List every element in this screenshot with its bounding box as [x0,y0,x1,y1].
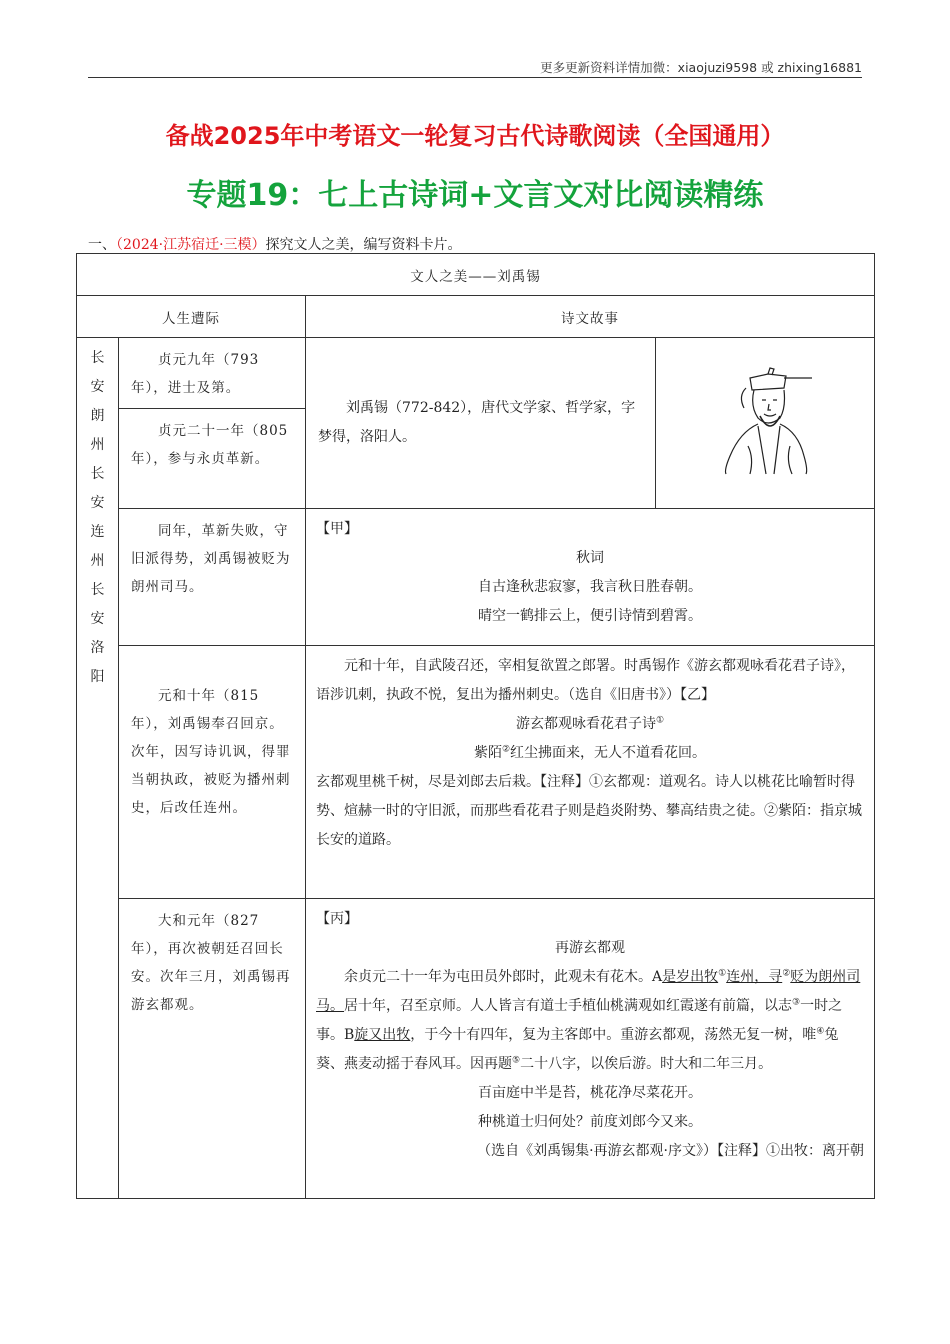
bing-note: （选自《刘禹锡集·再游玄都观·序文》）【注释】①出牧：离开朝 [477,1143,864,1159]
life-event: 贞元九年（793年），进士及第。 [119,338,306,409]
bing-text: 居十年，召至京师。人人皆言有道士手植仙桃满观如红霞遂有前篇，以志 [344,998,792,1014]
question-line [88,234,462,254]
life-event: 贞元二十一年（805年），参与永贞革新。 [119,409,306,509]
portrait-cell [656,338,875,509]
yi-note: 【注释】①玄都观：道观名。诗人以桃花比喻暂时得势、煊赫一时的守旧派，而那些看花君子则是趋炎附势、攀高结贵之徒。②紫陌：指京城长安的道路。 [316,774,862,848]
underlined-sentence-a: 是岁出牧 [662,969,719,985]
places-column [77,338,119,1199]
header-note: 更多更新资料详情加微：xiaojuzi9598 或 zhixing16881 [540,60,862,75]
place-char: 阳 [90,669,105,685]
bing-poem-line: 种桃道士归何处？前度刘郎今又来。 [478,1114,702,1130]
yi-poem-text: 玄都观里桃千树，尽是刘郎去后栽。 [316,774,540,790]
page-subtitle: 专题19：七上古诗词+文言文对比阅读精练 [186,178,764,213]
life-event: 大和元年（827年），再次被朝廷召回长安。次年三月，刘禹锡再游玄都观。 [119,899,306,1199]
underlined-sentence-b: 旋又出牧 [354,1027,411,1043]
question-source: （2024·江苏宿迁·三模） [116,237,266,253]
bing-text: 余贞元二十一年为屯田员外郎时，此观未有花木。 [344,969,652,985]
yi-poem-text: 紫陌 [473,745,502,761]
jia-line: 晴空一鹤排云上，便引诗情到碧霄。 [478,608,702,624]
yi-title-text: 游玄都观咏看花君子诗 [515,716,656,732]
bing-text: 兔葵、燕麦动摇于春风耳。因再题 [316,1027,839,1072]
question-prompt: 探究文人之美，编写资料卡片。 [265,237,462,253]
underlined-sentence-a: 连州，寻 [726,969,783,985]
info-card-table [76,253,875,1199]
yi-title [316,710,864,739]
place-char: 安 [90,379,105,395]
life-event: 同年，革新失败，守旧派得势，刘禹锡被贬为朗州司马。 [119,509,306,646]
yi-poem-text: 红尘拂面来，无人不道看花回。 [510,745,707,761]
bing-title: 再游玄都观 [555,940,625,956]
life-event: 元和十年（815年），刘禹锡奉召回京。次年，因写诗讥讽，得罪当朝执政，被贬为播州刺史，后改任连州。 [119,646,306,899]
bing-poem-line: 百亩庭中半是苔，桃花净尽菜花开。 [478,1085,702,1101]
header-divider [88,77,862,78]
place-char: 长 [90,350,105,366]
footnote-mark: ① [718,968,727,979]
bing-text: 二十八字，以俟后游。时大和二年三月。 [520,1056,773,1072]
bing-text: ，于今十有四年，复为主客郎中。重游玄都观，荡然无复一树，唯 [410,1027,817,1043]
footnote-mark: ⑤ [512,1055,521,1066]
footnote-mark: ③ [792,997,801,1008]
col-header-story: 诗文故事 [306,296,875,338]
scholar-portrait-icon [710,366,820,476]
place-char: 安 [90,611,105,627]
col-header-life: 人生遭际 [77,296,306,338]
place-char: 长 [90,466,105,482]
footnote-mark: ④ [816,1026,825,1037]
bing-text: 一时之事。 [316,998,843,1043]
place-char: 洛 [90,640,105,656]
poem-bing [306,899,875,1199]
poem-jia [306,509,875,646]
underlined-sentence-a: 贬为朗州司马。 [316,969,861,1014]
place-char: 长 [90,582,105,598]
jia-title: 秋词 [576,550,604,566]
question-number: 一、 [88,237,116,253]
yi-paragraph: 元和十年，自武陵召还，宰相复欲置之郎署。时禹锡作《游玄都观咏看花君子诗》，语涉讥刺，执政不悦，复出为播州刺史。（选自《旧唐书》）【乙】 [316,658,855,703]
jia-line: 自古逢秋悲寂寥，我言秋日胜春朝。 [478,579,702,595]
sentence-mark-a: A [652,969,663,985]
place-char: 连 [90,524,105,540]
footnote-mark: ① [655,715,665,726]
place-char: 朗 [90,408,105,424]
yi-poem-line [316,768,864,855]
bing-label: 【丙】 [316,911,358,927]
author-intro: 刘禹锡（772-842），唐代文学家、哲学家，字梦得，洛阳人。 [306,338,656,509]
card-title: 文人之美——刘禹锡 [77,254,875,296]
sentence-mark-b: B [344,1027,355,1043]
poem-yi [306,646,875,899]
footnote-mark: ② [782,968,791,979]
jia-label: 【甲】 [316,521,358,537]
place-char: 州 [90,553,105,569]
place-char: 安 [90,495,105,511]
page-title: 备战2025年中考语文一轮复习古代诗歌阅读（全国通用） [165,122,785,150]
yi-poem-line [316,739,864,768]
footnote-mark: ② [501,744,511,755]
place-char: 州 [90,437,105,453]
bing-preface [316,963,864,1079]
